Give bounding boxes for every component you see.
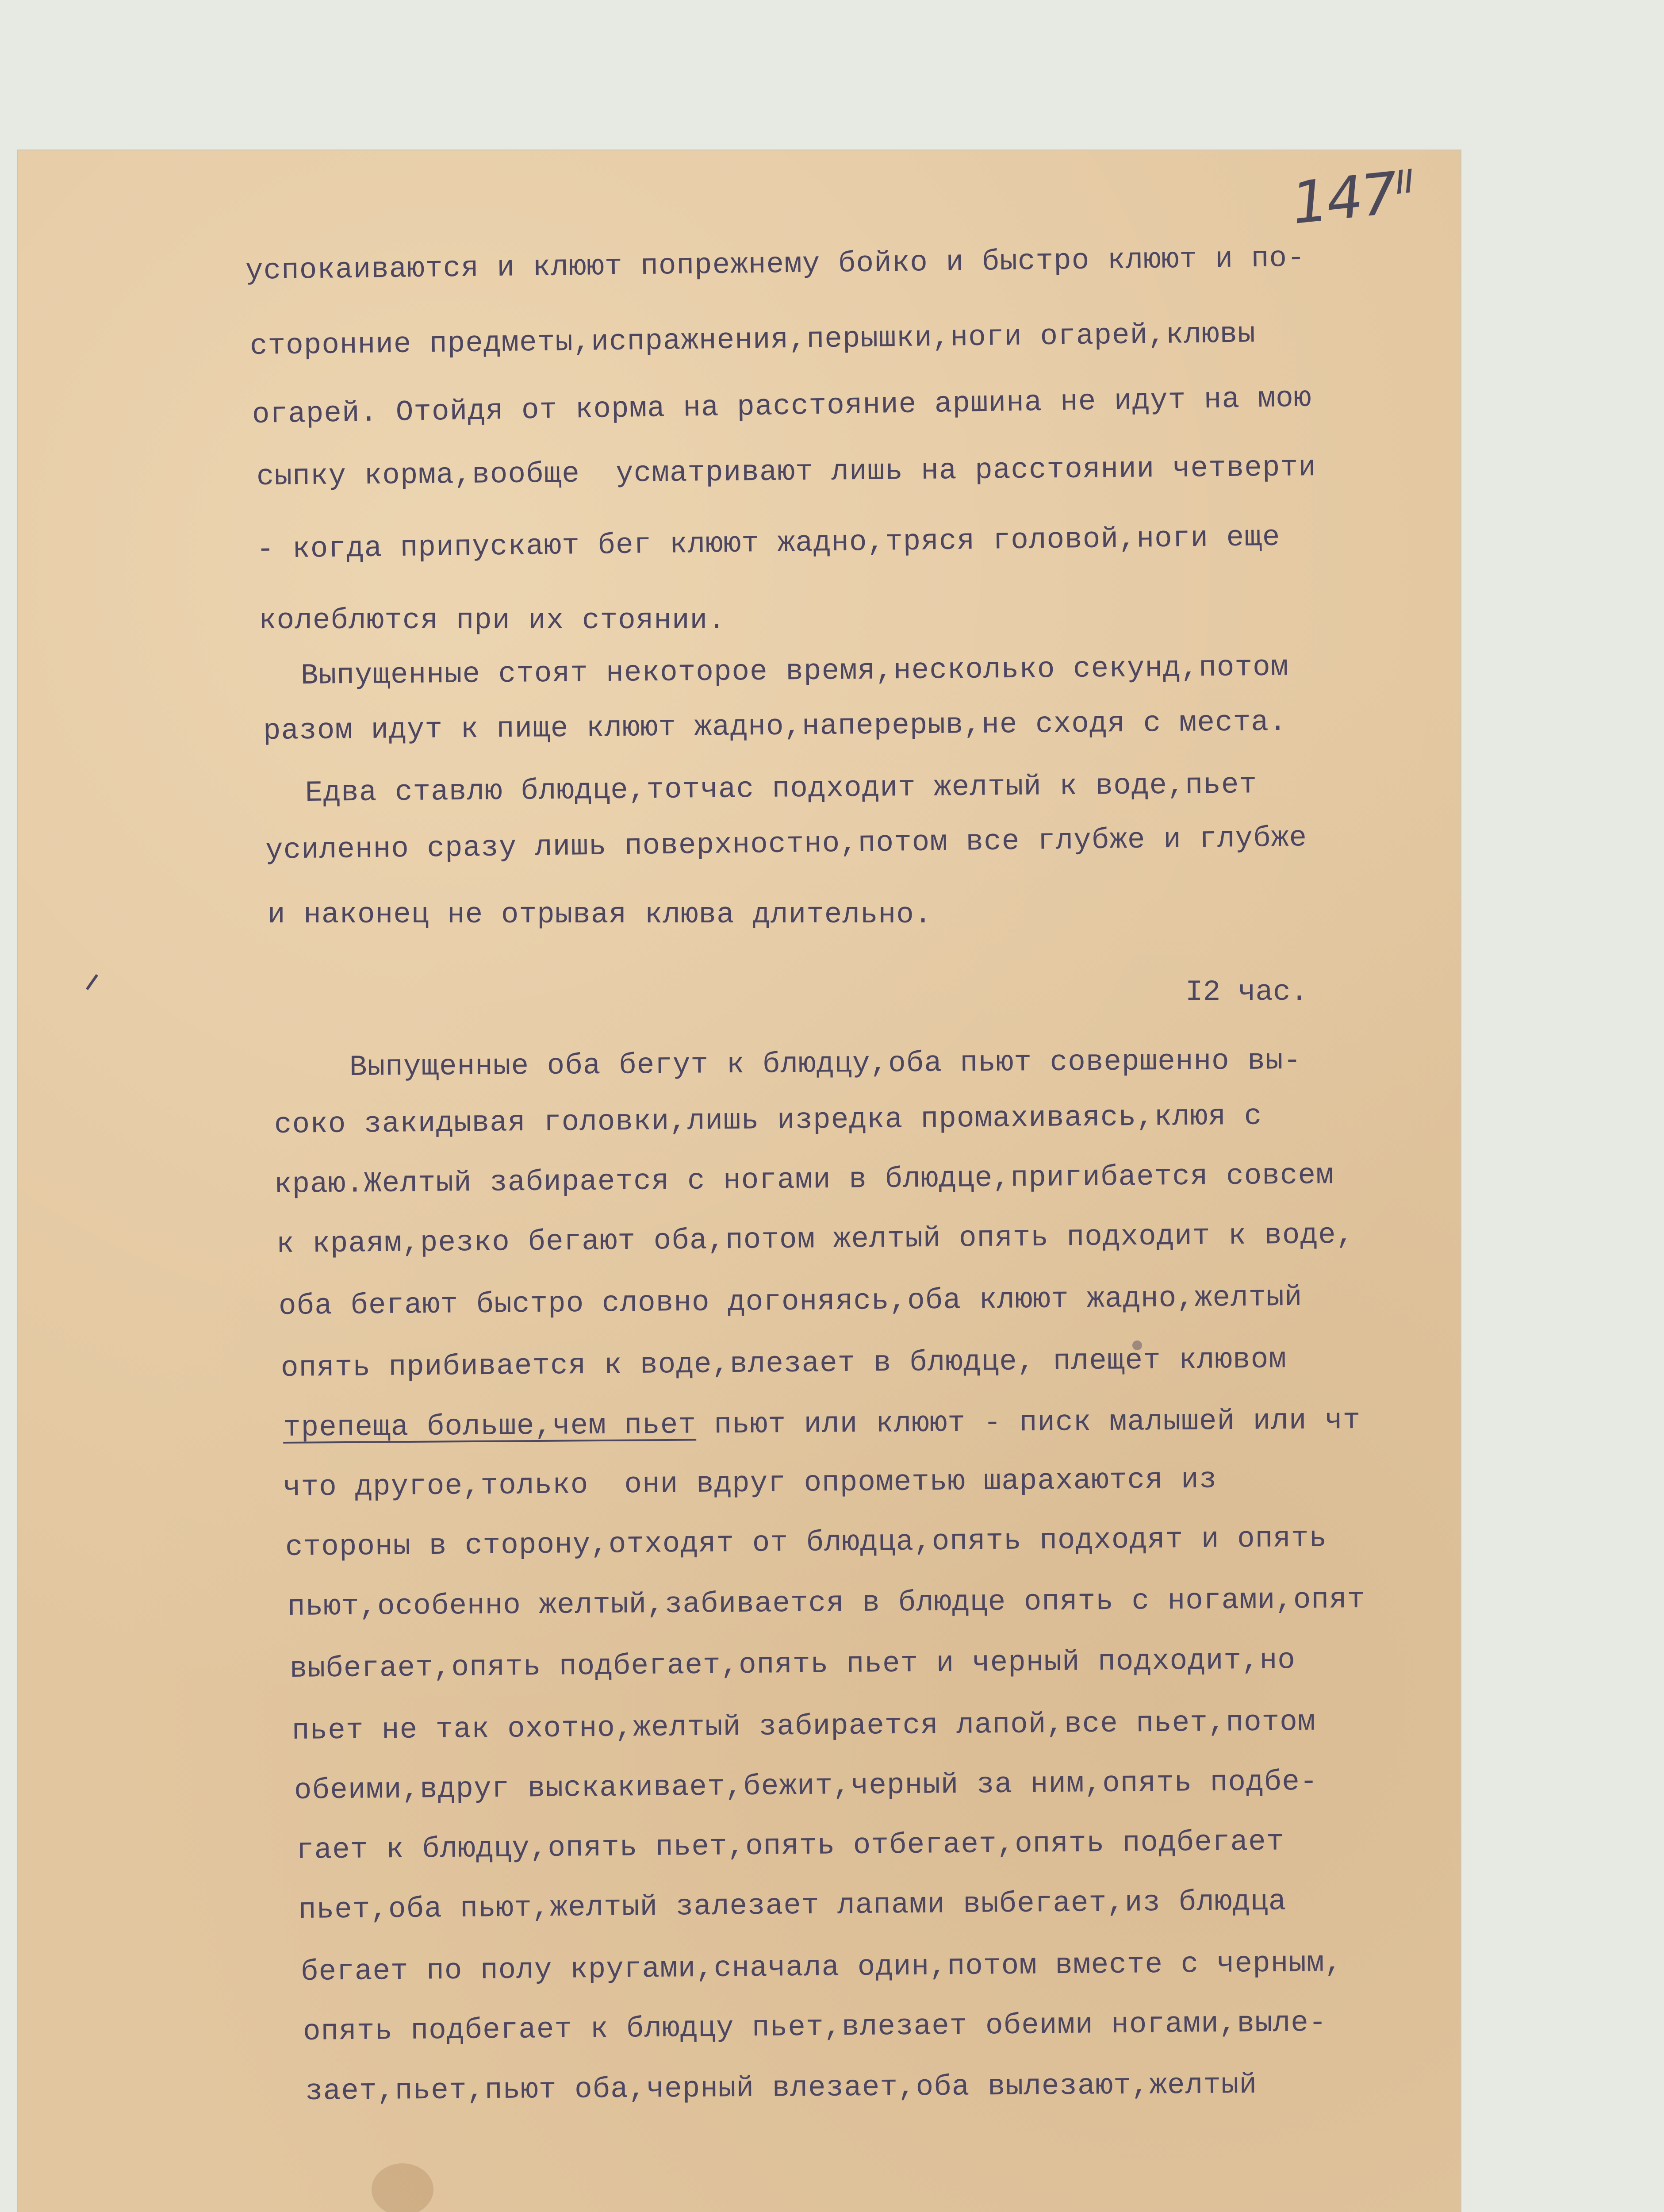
text-line: гает к блюдцу,опять пьет,опять отбегает,опять подбегает xyxy=(296,1825,1284,1867)
text-line: - когда припускают бег клюют жадно,тряся головой,ноги еще xyxy=(256,520,1281,566)
text-line: опять подбегает к блюдцу пьет,влезает обеими ногами,выле- xyxy=(303,2006,1327,2048)
text-line: пьет,оба пьют,желтый залезает лапами выбегает,из блюдца xyxy=(298,1885,1287,1927)
text-line: усиленно сразу лишь поверхностно,потом все глубже и глубже xyxy=(265,821,1307,867)
text-line: бегает по полу кругами,сначала один,потом вместе с черным, xyxy=(300,1946,1343,1989)
text-line: сыпку корма,вообще усматривают лишь на расстоянии четверти xyxy=(256,451,1317,493)
time-mark: I2 час. xyxy=(1185,975,1308,1009)
text-fragment: пьют или клюют - писк малышей или чт xyxy=(696,1403,1361,1442)
text-line: опять прибивается к воде,влезает в блюдце, плещет клювом xyxy=(280,1343,1287,1385)
text-line: пьют,особенно желтый,забивается в блюдце опять с ногами,опят xyxy=(287,1582,1365,1624)
text-line: огарей. Отойдя от корма на расстояние аршина не идут на мою xyxy=(252,381,1312,431)
paper-stain xyxy=(372,2163,433,2212)
text-line: пьет не так охотно,желтый забирается лапой,все пьет,потом xyxy=(291,1705,1316,1747)
underlined-phrase: трепеща больше,чем пьет xyxy=(283,1408,697,1444)
text-line: выбегает,опять подбегает,опять пьет и черный подходит,но xyxy=(289,1644,1296,1686)
text-line: колеблются при их стоянии. xyxy=(259,604,726,637)
text-line: соко закидывая головки,лишь изредка промахиваясь,клюя с xyxy=(274,1099,1262,1141)
text-line: разом идут к пище клюют жадно,наперерыв,не сходя с места. xyxy=(263,705,1287,748)
text-line: Выпущенные стоят некоторое время,несколько секунд,потом xyxy=(300,650,1289,692)
text-line: стороны в сторону,отходят от блюдца,опять подходят и опять xyxy=(285,1521,1327,1564)
text-line: Выпущенные оба бегут к блюдцу,оба пьют совершенно вы- xyxy=(349,1044,1302,1084)
archive-sheet-number: 147ᴵᴵ xyxy=(1288,157,1417,238)
text-line: сторонние предметы,испражнения,перышки,ноги огарей,клювы xyxy=(249,317,1256,363)
text-line: оба бегают быстро словно догоняясь,оба клюют жадно,желтый xyxy=(278,1280,1303,1323)
text-line: Едва ставлю блюдце,тотчас подходит желтый к воде,пьет xyxy=(305,768,1258,810)
text-line: и наконец не отрывая клюва длительно. xyxy=(268,898,932,931)
text-line: зает,пьет,пьют оба,черный влезает,оба вылезают,желтый xyxy=(305,2068,1258,2108)
text-line: к краям,резко бегают оба,потом желтый опять подходит к воде, xyxy=(276,1218,1354,1261)
text-line: краю.Желтый забирается с ногами в блюдце,пригибается совсем xyxy=(274,1159,1334,1201)
text-line: успокаиваются и клюют попрежнему бойко и быстро клюют и по- xyxy=(245,241,1306,288)
text-line: обеими,вдруг выскакивает,бежит,черный за ним,опять подбе- xyxy=(294,1765,1318,1807)
text-line: что другое,только они вдруг опрометью шарахаются из xyxy=(283,1463,1217,1504)
